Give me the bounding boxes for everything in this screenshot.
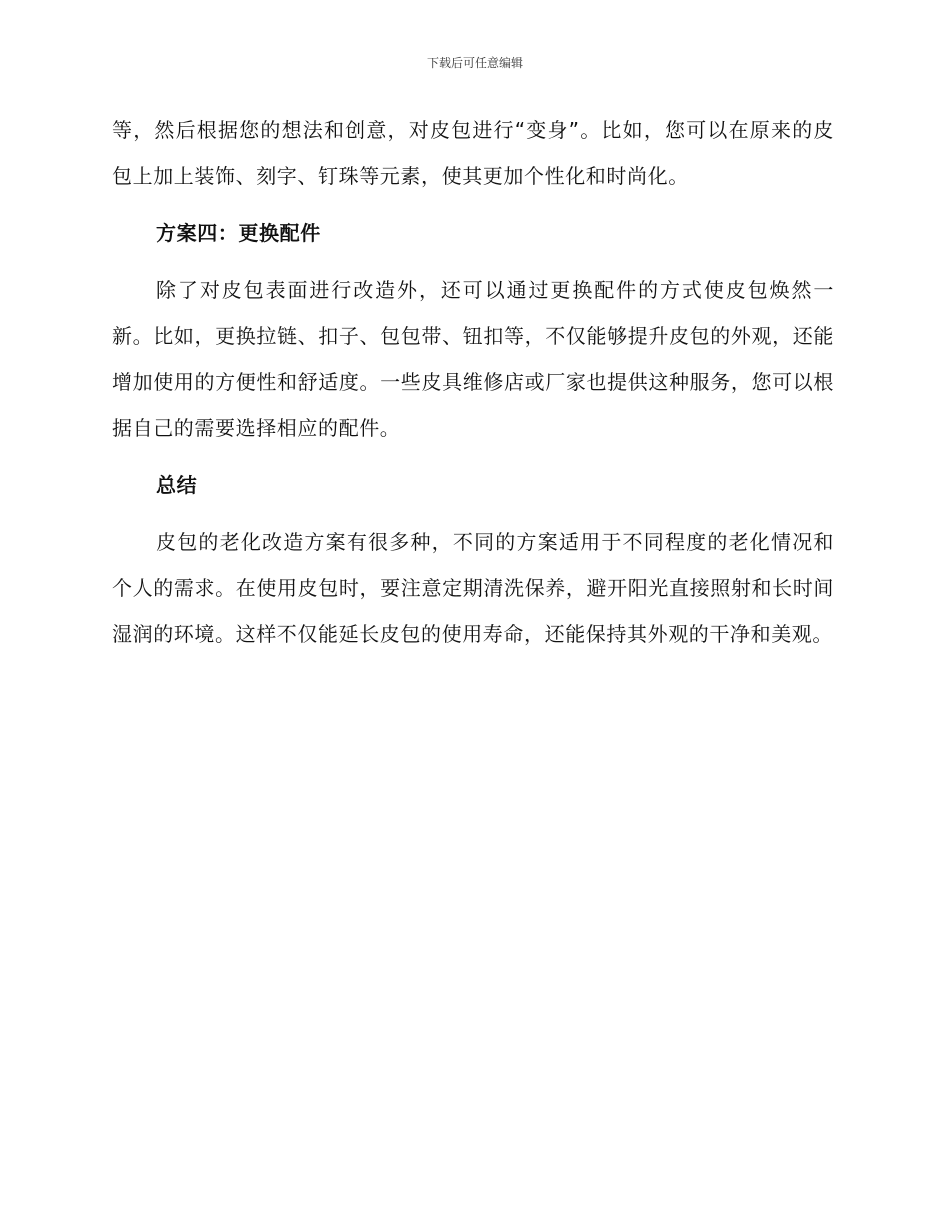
paragraph-summary: 皮包的老化改造方案有很多种，不同的方案适用于不同程度的老化情况和个人的需求。在使用皮包时，要注意定期清洗保养，避开阳光直接照射和长时间湿润的环境。这样不仅能延长皮包的使用寿命，还能保持其外观的干净和美观。 bbox=[112, 530, 834, 646]
section-heading-summary: 总结 bbox=[156, 473, 198, 497]
paragraph-continued: 等，然后根据您的想法和创意，对皮包进行“变身”。比如，您可以在原来的皮包上加上装饰、刻字、钉珠等元素，使其更加个性化和时尚化。 bbox=[112, 118, 834, 188]
paragraph-plan-four: 除了对皮包表面进行改造外，还可以通过更换配件的方式使皮包焕然一新。比如，更换拉链、扣子、包包带、钮扣等，不仅能够提升皮包的外观，还能增加使用的方便性和舒适度。一些皮具维修店或厂家也提供这种服务，您可以根据自己的需要选择相应的配件。 bbox=[112, 278, 834, 440]
document-body bbox=[112, 107, 834, 657]
section-heading-plan-four: 方案四：更换配件 bbox=[156, 221, 321, 245]
header-note: 下载后可任意编辑 bbox=[426, 56, 523, 70]
